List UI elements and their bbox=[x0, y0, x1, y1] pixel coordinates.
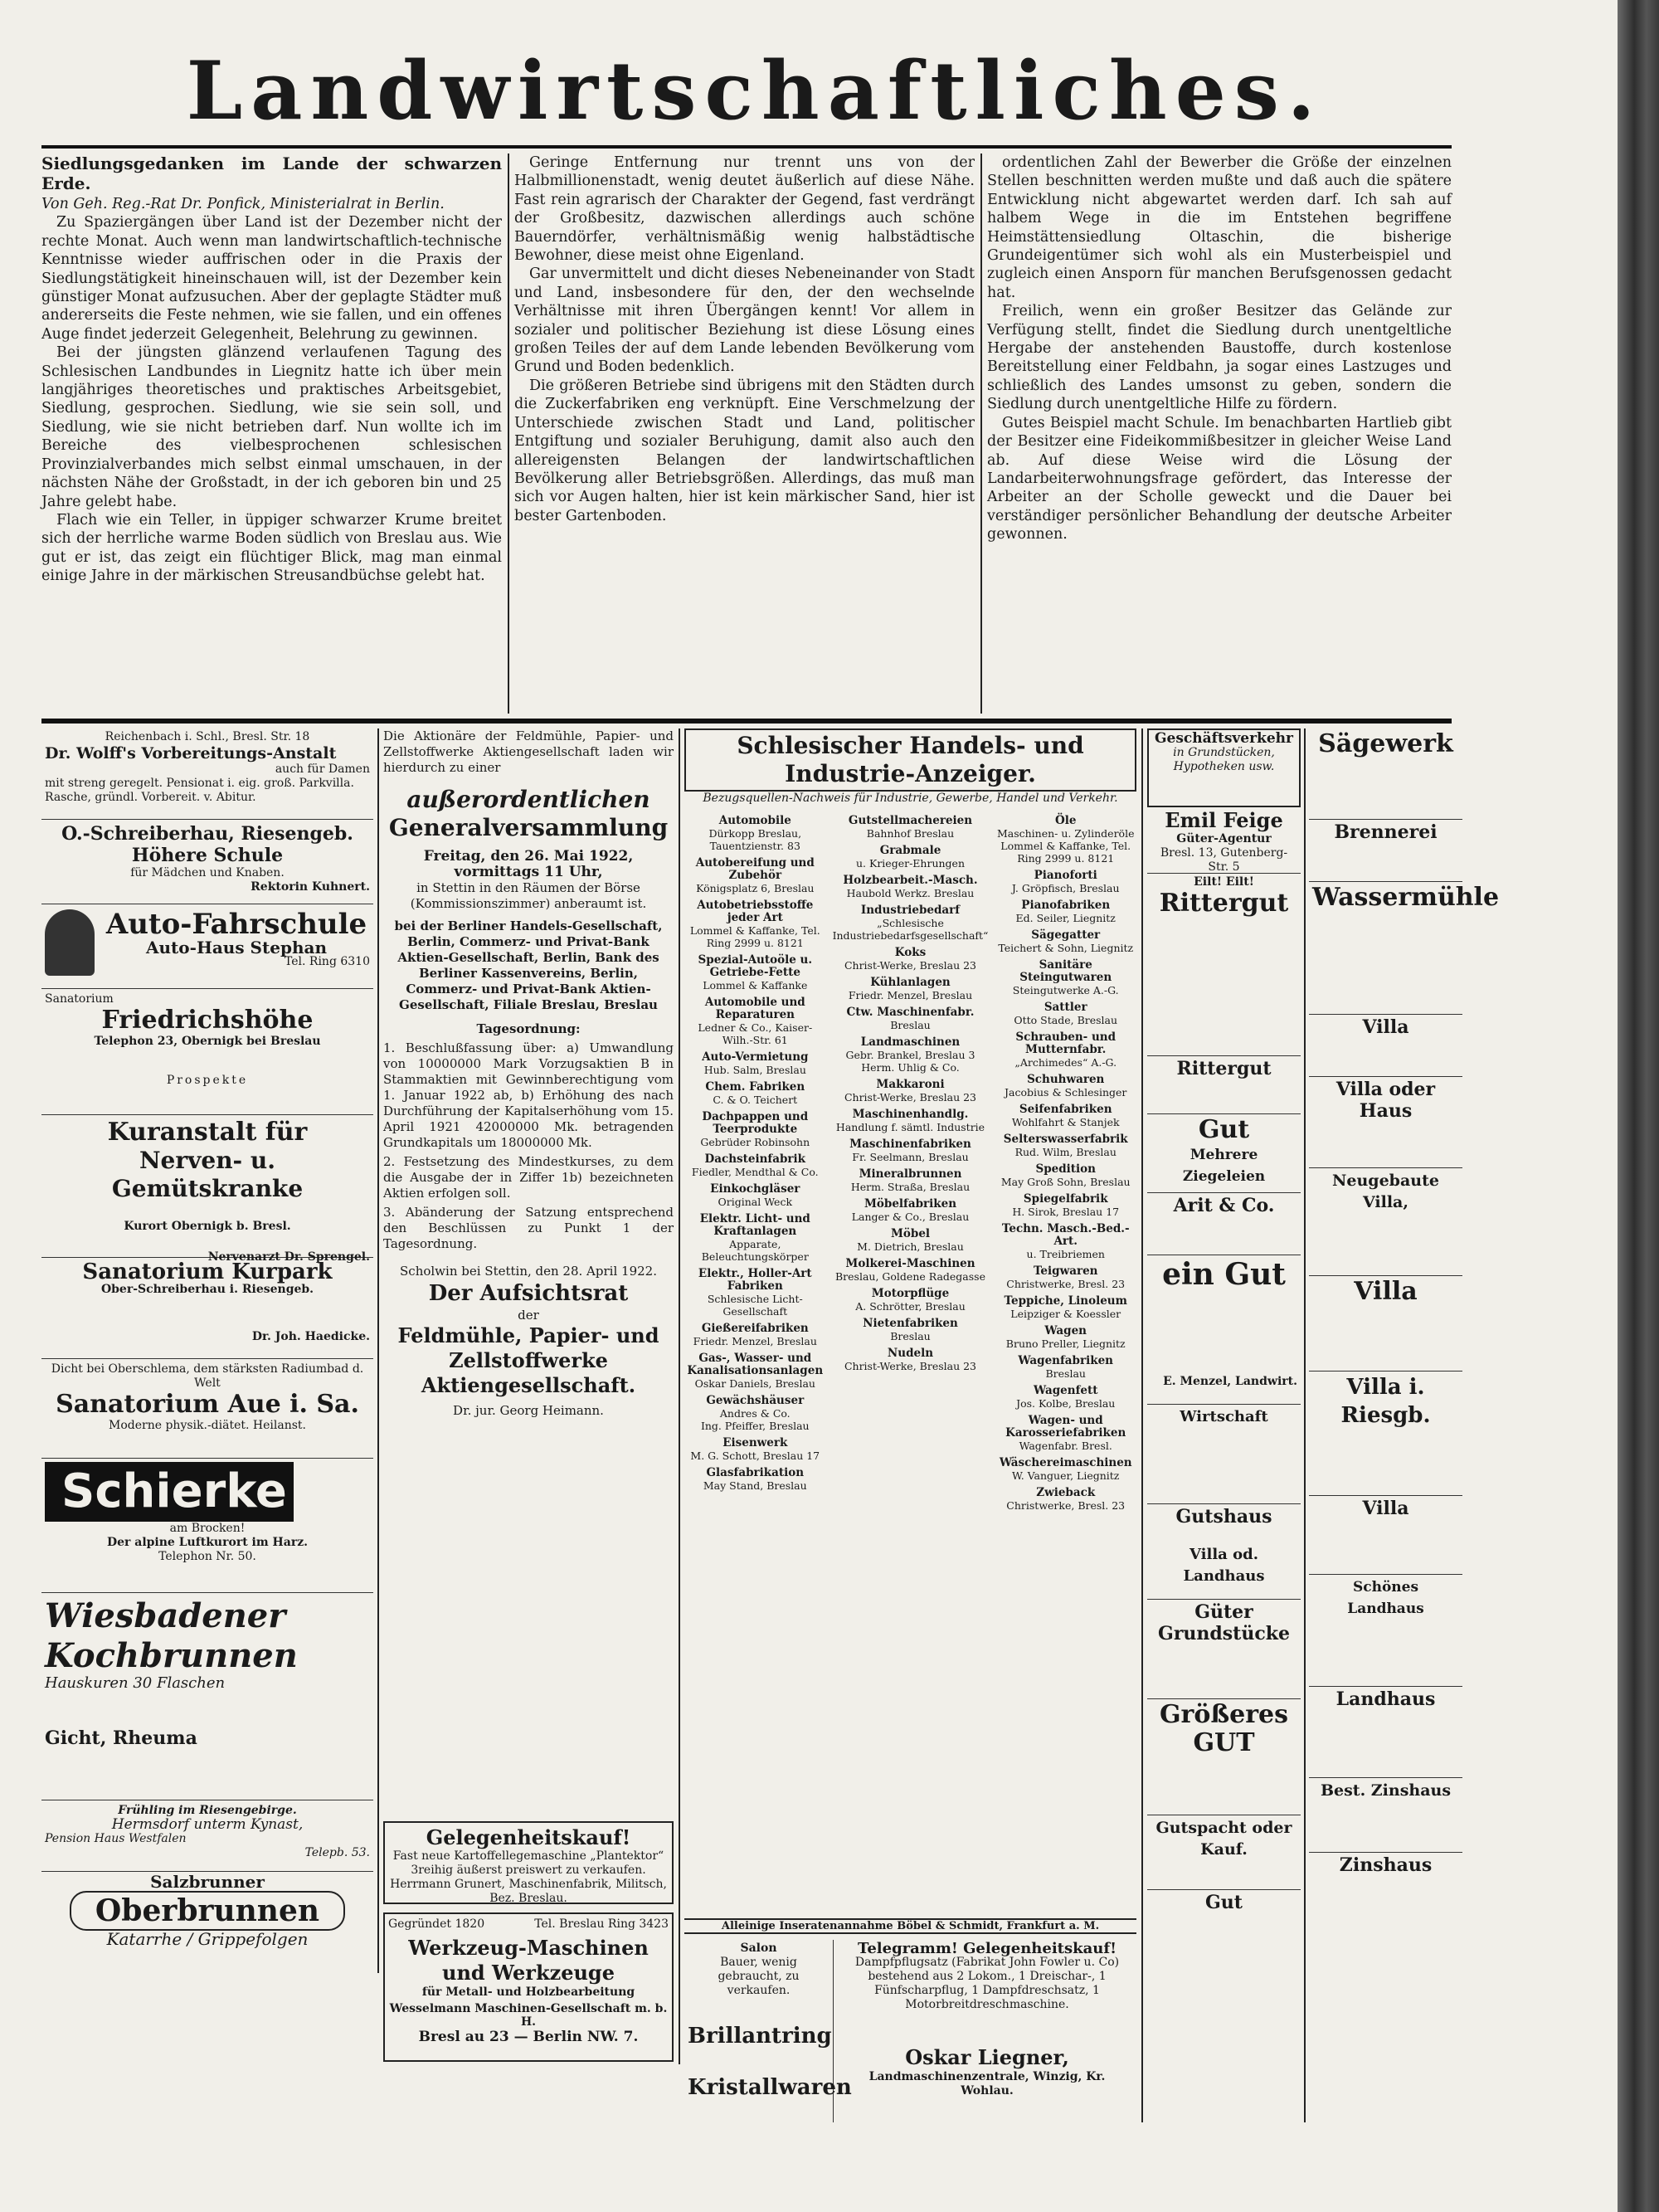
ad-gelegenheitskauf: Gelegenheitskauf! Fast neue Kartoffellegemaschine „Plantektor“ 3reihig äußerst preiswert zu verkaufen. Herrmann Grunert, Maschinenfabrik, Militsch, Bez. Breslau. bbox=[383, 1821, 674, 1904]
ad-villa-1: Villa bbox=[1309, 1015, 1462, 1077]
directory-entry: Herm. Straßa, Breslau bbox=[850, 1181, 971, 1193]
directory-category: Pianofabriken bbox=[1021, 899, 1111, 912]
directory-category: Ctw. Maschinenfabr. bbox=[846, 1006, 975, 1019]
ad-friedrichshoehe: Sanatorium Friedrichshöhe Telephon 23, Obernigk bei Breslau Prospekte bbox=[41, 991, 373, 1115]
directory-category: Wagenfett bbox=[1033, 1384, 1098, 1397]
directory-entry: „Archimedes“ A.-G. bbox=[1014, 1056, 1117, 1069]
directory-category: Grabmale bbox=[879, 844, 941, 857]
directory-entry: Otto Stade, Breslau bbox=[1014, 1014, 1118, 1026]
directory-category: Motorpflüge bbox=[871, 1287, 950, 1300]
directory-category: Glasfabrikation bbox=[706, 1466, 805, 1479]
ad-telegramm: Telegramm! Gelegenheitskauf! Dampfpflugsatz (Fabrikat John Fowler u. Co) bestehend aus 2 Lokom., 1 Dreischar-, 1 Fünfscharpflug, 1 Dampfdreschsatz, 1 Motorbreitdreschmaschine. Oskar Liegner, Landmaschinenzentrale, Winzig, Kr. Wohlau. bbox=[854, 1940, 1120, 2098]
directory-entry: Friedr. Menzel, Breslau bbox=[848, 989, 973, 1001]
directory-entry: Lommel & Kaffanke, Tel. Ring 2999 u. 8121 bbox=[689, 924, 820, 949]
directory-entry: Oskar Daniels, Breslau bbox=[694, 1377, 815, 1390]
directory-category: Teigwaren bbox=[1033, 1264, 1098, 1278]
directory-category: Dachpappen und Teerprodukte bbox=[702, 1110, 809, 1136]
notice-board: Der Aufsichtsrat bbox=[428, 1281, 629, 1306]
directory-entry: Lommel & Kaffanke bbox=[703, 979, 808, 992]
directory-category: Gewächshäuser bbox=[706, 1394, 805, 1407]
ad-kuranstalt: Kuranstalt für Nerven- u. Gemütskranke Kurort Obernigk b. Bresl. Nervenarzt Dr. Sprengel. bbox=[41, 1117, 373, 1258]
directory-column bbox=[684, 810, 826, 1512]
ad-arit: Arit & Co. bbox=[1147, 1193, 1301, 1255]
notice-agenda-item: 2. Festsetzung des Mindestkurses, zu dem die Ausgabe der in Ziffer 1b) bezeichneten Aktien erfolgen soll. bbox=[383, 1154, 674, 1201]
directory-entry: M. Dietrich, Breslau bbox=[857, 1240, 964, 1253]
column-divider bbox=[1141, 728, 1143, 2122]
notice-sign-place: Scholwin bei Stettin, den 28. April 1922. bbox=[400, 1264, 657, 1279]
directory-category: Gas-, Wasser- und Kanalisationsanlagen bbox=[687, 1352, 824, 1377]
notice-agenda-item: 3. Abänderung der Satzung entsprechend den Beschlüssen zu Punkt 1 der Tagesordnung. bbox=[383, 1205, 674, 1251]
notice-generalversammlung bbox=[383, 728, 674, 1973]
directory-entry: Christwerke, Bresl. 23 bbox=[1006, 1278, 1126, 1290]
directory-column bbox=[833, 810, 989, 1512]
directory-category: Öle bbox=[1054, 814, 1077, 827]
ad-brennerei: Brennerei bbox=[1309, 820, 1462, 882]
directory-entry: J. Gröpfisch, Breslau bbox=[1011, 882, 1120, 894]
directory-entry: A. Schrötter, Breslau bbox=[855, 1300, 966, 1313]
directory-category: Möbelfabriken bbox=[864, 1197, 957, 1211]
ad-gueter-grundstuecke: Güter Grundstücke bbox=[1147, 1600, 1301, 1699]
directory-category: Kühlanlagen bbox=[870, 976, 951, 989]
directory-entry: Ledner & Co., Kaiser-Wilh.-Str. 61 bbox=[698, 1021, 813, 1046]
directory-entry: May Stand, Breslau bbox=[703, 1479, 807, 1492]
directory-entry: Lommel & Kaffanke, Tel. Ring 2999 u. 8121 bbox=[1000, 840, 1131, 865]
directory-category: Wagen bbox=[1044, 1324, 1087, 1337]
article-column-1 bbox=[41, 153, 502, 714]
directory-category: Spezial-Autoöle u. Getriebe-Fette bbox=[698, 953, 813, 979]
directory-category: Gutstellmachereien bbox=[848, 814, 973, 827]
column-divider bbox=[508, 153, 509, 714]
directory-category: Wäschereimaschinen bbox=[999, 1456, 1132, 1469]
ads-column-a bbox=[41, 728, 373, 2122]
directory-entry: Ing. Pfeiffer, Breslau bbox=[700, 1420, 810, 1432]
ad-neugebaute-villa: Neugebaute Villa, bbox=[1309, 1168, 1462, 1276]
notice-company: Feldmühle, Papier- und Zellstoffwerke Aktiengesellschaft. bbox=[397, 1323, 659, 1397]
ad-wirtschaft: Wirtschaft bbox=[1147, 1405, 1301, 1504]
ad-werkzeug-maschinen: Gegründet 1820 Tel. Breslau Ring 3423 Werkzeug-Maschinen und Werkzeuge für Metall- und Holzbearbeitung Wesselmann Maschinen-Gesellschaft m. b. H. Bresl au 23 — Berlin NW. 7. bbox=[383, 1912, 674, 2062]
directory-entry: Christwerke, Bresl. 23 bbox=[1006, 1499, 1126, 1512]
ad-sanatorium-aue: Dicht bei Oberschlema, dem stärksten Radiumbad d. Welt Sanatorium Aue i. Sa. Moderne physik.-diätet. Heilanst. bbox=[41, 1361, 373, 1459]
directory-category: Nudeln bbox=[887, 1347, 934, 1360]
ad-saegewerk: Sägewerk bbox=[1309, 728, 1462, 820]
directory-entry: Wagenfabr. Bresl. bbox=[1019, 1440, 1112, 1452]
directory-category: Nietenfabriken bbox=[863, 1317, 958, 1330]
directory-category: Dachsteinfabrik bbox=[704, 1152, 805, 1166]
directory-entry: Jos. Kolbe, Breslau bbox=[1016, 1397, 1116, 1410]
ad-salon-ring-kristall: Salon Bauer, wenig gebraucht, zu verkaufen. Brillantring Kristallwaren bbox=[684, 1940, 834, 2122]
directory-category: Spedition bbox=[1035, 1162, 1096, 1176]
directory-handels-anzeiger bbox=[684, 728, 1136, 1915]
page-binding-edge bbox=[1618, 0, 1659, 2212]
directory-category: Sanitäre Steingutwaren bbox=[1019, 958, 1112, 984]
directory-entry: Gebrüder Robinsohn bbox=[700, 1136, 810, 1148]
directory-footer: Alleinige Inseratenannahme Böbel & Schmidt, Frankfurt a. M. bbox=[684, 1918, 1136, 1934]
directory-entry: Hub. Salm, Breslau bbox=[703, 1064, 806, 1076]
article-paragraph: Bei der jüngsten glänzend verlaufenen Tagung des Schlesischen Landbundes in Liegnitz hatte ich über mein langjähriges theoretisches und praktisches Arbeitsgebiet, Siedlung, gesprochen. Siedlung, wie sie sein soll, und Siedlung, wie sie nicht betrieben darf. Nun wollte ich im Bereiche des vielbesprochenen schlesischen Provinzialverbandes mich selbst einmal umschauen, in der nächsten Nähe der Großstadt, in der ich geboren bin und 25 Jahre gelebt habe. bbox=[41, 344, 502, 510]
directory-entry: Fiedler, Mendthal & Co. bbox=[691, 1166, 819, 1178]
directory-entry: Maschinen- u. Zylinderöle bbox=[996, 827, 1135, 840]
article-paragraph: Gar unvermittelt und dicht dieses Nebeneinander von Stadt und Land, insbesondere für den, der den wechselnde Verhältnisse mit ihren Übergängen kennt! Vor allem in sozialer und politischer Beziehung ist diese Lösung eines großen Teiles der auf dem Lande lebenden Bevölkerung vom Grund und Boden bedenklich. bbox=[514, 266, 975, 376]
notice-heading-1: außerordentlichen bbox=[406, 786, 650, 813]
directory-entry: Fr. Seelmann, Breslau bbox=[852, 1151, 969, 1163]
directory-category: Gießereifabriken bbox=[701, 1322, 809, 1335]
directory-category: Wagen- und Karosseriefabriken bbox=[1005, 1414, 1126, 1440]
directory-entry: Christ-Werke, Breslau 23 bbox=[844, 959, 977, 972]
directory-entry: u. Treibriemen bbox=[1026, 1248, 1105, 1260]
directory-title: Schlesischer Handels- und Industrie-Anzeiger. bbox=[684, 728, 1136, 792]
directory-entry: Wohlfahrt & Stanjek bbox=[1011, 1116, 1120, 1128]
directory-entry: Apparate, Beleuchtungskörper bbox=[701, 1238, 809, 1263]
directory-category: Teppiche, Linoleum bbox=[1004, 1294, 1127, 1308]
directory-entry: Königsplatz 6, Breslau bbox=[696, 882, 815, 894]
ads-column-d-right bbox=[1309, 728, 1500, 2122]
directory-entry: Handlung f. sämtl. Industrie bbox=[835, 1121, 985, 1133]
article-paragraph: ordentlichen Zahl der Bewerber die Größe der einzelnen Stellen beschnitten werden mußte und daß auch die spätere Entwicklung nicht abgewartet werden darf. Ich sah auf halbem Wege in die im Entstehen begriffene Heimstättensiedlung Oltaschin, die bisherige Grundeigentümer sich wohl als ein Musterbeispiel und zugleich einen Ansporn für manchen Berufsgenossen gedacht hat. bbox=[987, 154, 1452, 301]
column-divider bbox=[1304, 728, 1306, 2122]
ad-ein-gut: ein Gut E. Menzel, Landwirt. bbox=[1147, 1255, 1301, 1405]
directory-category: Industriebedarf bbox=[860, 904, 961, 917]
ad-hermsdorf-pension: Frühling im Riesengebirge. Hermsdorf unterm Kynast, Pension Haus Westfalen Telepb. 53. bbox=[41, 1802, 373, 1872]
directory-entry: Original Weck bbox=[718, 1196, 793, 1208]
ad-villa-3: Villa bbox=[1309, 1496, 1462, 1575]
directory-category: Einkochgläser bbox=[710, 1182, 800, 1196]
notice-agenda-title: Tagesordnung: bbox=[476, 1021, 581, 1036]
directory-category: Seifenfabriken bbox=[1019, 1103, 1112, 1116]
ad-gutshaus: Gutshaus Villa od. Landhaus bbox=[1147, 1504, 1301, 1600]
directory-category: Zwieback bbox=[1036, 1486, 1096, 1499]
directory-entry: Friedr. Menzel, Breslau bbox=[693, 1335, 817, 1347]
directory-category: Makkaroni bbox=[876, 1078, 945, 1091]
directory-category: Auto-Vermietung bbox=[702, 1050, 809, 1064]
directory-category: Mineralbrunnen bbox=[859, 1167, 962, 1181]
ad-gut: Gut Mehrere Ziegeleien bbox=[1147, 1114, 1301, 1193]
column-divider bbox=[980, 153, 982, 714]
directory-category: Sattler bbox=[1044, 1001, 1087, 1014]
directory-entry: „Schlesische Industriebedarfsgesellschaft“ bbox=[832, 917, 989, 942]
directory-entry: C. & O. Teichert bbox=[713, 1094, 798, 1106]
directory-entry: H. Sirok, Breslau 17 bbox=[1012, 1206, 1120, 1218]
section-rule bbox=[41, 719, 1452, 724]
directory-category: Koks bbox=[894, 946, 927, 959]
notice-place: in Stettin in den Räumen der Börse (Kommissionszimmer) anberaumt ist. bbox=[410, 880, 647, 911]
directory-entry: Dürkopp Breslau, Tauentzienstr. 83 bbox=[708, 827, 802, 852]
directory-category: Wagenfabriken bbox=[1018, 1354, 1113, 1367]
directory-entry: Schlesische Licht-Gesellschaft bbox=[707, 1293, 803, 1318]
ad-zinshaus: Best. Zinshaus bbox=[1309, 1778, 1462, 1853]
directory-category: Maschinenfabriken bbox=[849, 1138, 971, 1151]
directory-entry: Steingutwerke A.-G. bbox=[1012, 984, 1119, 996]
directory-category: Selterswasserfabrik bbox=[1003, 1133, 1128, 1146]
directory-category: Pianoforti bbox=[1034, 869, 1097, 882]
directory-category: Spiegelfabrik bbox=[1023, 1192, 1108, 1206]
article-paragraph: Flach wie ein Teller, in üppiger schwarzer Krume breitet sich der herrliche warme Boden südlich von Breslau aus. Wie gut er ist, das zeigt ein flüchtiger Blick, mag man einmal einige Jahre in der märkischen Streusandbüchse gelebt hat. bbox=[41, 511, 502, 585]
ad-villa-2: Villa bbox=[1309, 1276, 1462, 1372]
directory-entry: Langer & Co., Breslau bbox=[851, 1211, 970, 1223]
ad-salzbrunner: Salzbrunner Oberbrunnen Katarrhe / Grippefolgen bbox=[41, 1873, 373, 1973]
ad-sanatorium-kurpark: Sanatorium Kurpark Ober-Schreiberhau i. Riesengeb. Dr. Joh. Haedicke. bbox=[41, 1259, 373, 1359]
directory-category: Autobetriebsstoffe jeder Art bbox=[697, 899, 814, 924]
directory-entry: Andres & Co. bbox=[719, 1407, 791, 1420]
article-title: Siedlungsgedanken im Lande der schwarzen Erde. bbox=[41, 153, 502, 193]
article-column-2 bbox=[514, 153, 975, 714]
article-paragraph: Gutes Beispiel macht Schule. Im benachbarten Hartlieb gibt der Besitzer eine Fideikommißbesitzer in gleicher Weise Land ab. Auf diese Weise wird die Lösung der Landarbeiterwohnungsfrage gefördert, das Interesse der Arbeiter an der Scholle geweckt und die Dauer bei verständiger persönlicher Behandlung der deutsche Arbeiter gewonnen. bbox=[987, 414, 1452, 543]
directory-entry: Jacobius & Schlesinger bbox=[1005, 1086, 1127, 1099]
ad-zinshaus-2: Zinshaus bbox=[1339, 1854, 1433, 1876]
masthead: Landwirtschaftliches. bbox=[186, 44, 1324, 138]
directory-entry: Gebr. Brankel, Breslau 3 bbox=[845, 1049, 975, 1061]
directory-entry: Christ-Werke, Breslau 23 bbox=[844, 1091, 977, 1104]
ad-wolff-school: Reichenbach i. Schl., Bresl. Str. 18 Dr. Wolff's Vorbereitungs-Anstalt auch für Damen mit streng geregelt. Pensionat i. eig. groß. Parkvilla. Rasche, gründl. Vorbereit. v. Abitur. bbox=[41, 728, 373, 820]
notice-signer: Dr. jur. Georg Heimann. bbox=[453, 1403, 604, 1418]
directory-subtitle: Bezugsquellen-Nachweis für Industrie, Gewerbe, Handel und Verkehr. bbox=[703, 792, 1118, 805]
ad-schierke: Schierke am Brocken! Der alpine Luftkurort im Harz. Telephon Nr. 50. bbox=[41, 1460, 373, 1593]
directory-category: Möbel bbox=[890, 1227, 931, 1240]
directory-entry: M. G. Schott, Breslau 17 bbox=[690, 1449, 820, 1462]
ad-villa-oder-haus: Villa oder Haus bbox=[1309, 1077, 1462, 1168]
ad-auto-fahrschule: Auto-Fahrschule Auto-Haus Stephan Tel. Ring 6310 bbox=[41, 906, 373, 989]
directory-entry: Haubold Werkz. Breslau bbox=[846, 887, 975, 899]
directory-entry: Rud. Wilm, Breslau bbox=[1014, 1146, 1117, 1158]
article-paragraph: Die größeren Betriebe sind übrigens mit den Städten durch die Zuckerfabriken eng verknüpft. Eine Verschmelzung der Unterschiede zwischen Stadt und Land, politischer Entgiftung und sozialer Beruhigung, damit also auch den allereigensten Belangen der landwirtschaftlichen Bevölkerung aller Betriebsgrößen. Allerdings, das muß man sich vor Augen halten, hier ist kein märkischer Sand, hier ist bester Gartenboden. bbox=[514, 377, 975, 524]
directory-entry: Breslau bbox=[890, 1019, 931, 1031]
column-divider bbox=[679, 728, 680, 2064]
directory-entry: Teichert & Sohn, Liegnitz bbox=[998, 942, 1134, 954]
directory-column bbox=[995, 810, 1136, 1512]
ad-wiesbadener-kochbrunnen: Wiesbadener Kochbrunnen Hauskuren 30 Flaschen Gicht, Rheuma bbox=[41, 1595, 373, 1800]
ad-schreiberhau-school: O.-Schreiberhau, Riesengeb. Höhere Schule für Mädchen und Knaben. Rektorin Kuhnert. bbox=[41, 821, 373, 904]
ad-groesseres-gut: Größeres GUT bbox=[1147, 1699, 1301, 1815]
ad-landhaus: Landhaus bbox=[1309, 1687, 1462, 1778]
directory-entry: Leipziger & Koessler bbox=[1010, 1308, 1121, 1320]
ad-wassermuehle: Wassermühle bbox=[1309, 882, 1462, 1015]
directory-entry: Bruno Preller, Liegnitz bbox=[1005, 1337, 1126, 1350]
directory-category: Chem. Fabriken bbox=[705, 1080, 805, 1094]
masthead-rule bbox=[41, 145, 1452, 149]
ad-geschaeftsverkehr: Geschäftsverkehr in Grundstücken, Hypotheken usw. bbox=[1147, 728, 1301, 807]
driver-illustration bbox=[45, 909, 95, 976]
directory-entry: Christ-Werke, Breslau 23 bbox=[844, 1360, 977, 1372]
notice-banks: bei der Berliner Handels-Gesellschaft, Berlin, Commerz- und Privat-Bank Aktien-Gesellschaft, Berlin, Bank des Berliner Kassenvereins, Berlin, Commerz- und Privat-Bank Aktien-Gesellschaft, Filiale Breslau, Breslau bbox=[394, 918, 663, 1012]
column-divider bbox=[377, 728, 379, 1973]
directory-category: Elektr., Holler-Art Fabriken bbox=[698, 1267, 812, 1293]
article-paragraph: Freilich, wenn ein großer Besitzer das Gelände zur Verfügung stellt, findet die Siedlung durch unentgeltliche Hergabe der anstehenden Baustoffe, durch kostenlose Bereitstellung einer Feldbahn, ja sogar eines Lastzuges und schließlich des Landes umsonst zu geben, sondern die Siedlung durch unentgeltliche Hilfe zu fördern. bbox=[987, 303, 1452, 413]
article-paragraph: Zu Spaziergängen über Land ist der Dezember nicht der rechte Monat. Auch wenn man landwirtschaftlich-technische Kenntnisse wieder auffrischen oder in die Praxis der Siedlungstätigkeit hineinschauen will, ist der Dezember kein günstiger Monat aufzusuchen. Aber der geplagte Städter muß andererseits die Feste nehmen, wie sie fallen, und ein offenes Auge findet jederzeit Gelegenheit, Belehrung zu gewinnen. bbox=[41, 214, 502, 343]
directory-category: Sägegatter bbox=[1031, 928, 1101, 942]
directory-entry: Ed. Seiler, Liegnitz bbox=[1015, 912, 1116, 924]
ad-gut-3: Gut bbox=[1205, 1892, 1243, 1913]
ads-column-d-left bbox=[1147, 728, 1301, 2122]
article-paragraph: Geringe Entfernung nur trennt uns von der Halbmillionenstadt, wenig deutet äußerlich auf diese Nähe. Fast rein agrarisch der Charakter der Gegend, fast verdrängt der Großbesitz, dazwischen allerdings auch schöne Bauerndörfer, verhältnismäßig wenig halbstädtische Bewohner, diese meist ohne Eigenland. bbox=[514, 154, 975, 265]
directory-category: Maschinenhandlg. bbox=[852, 1108, 969, 1121]
directory-category: Holzbearbeit.-Masch. bbox=[843, 874, 978, 887]
article-column-3 bbox=[987, 153, 1452, 714]
ad-gutspacht: Gutspacht oder Kauf. bbox=[1147, 1815, 1301, 1890]
directory-entry: u. Krieger-Ehrungen bbox=[855, 857, 965, 870]
directory-category: Schuhwaren bbox=[1027, 1073, 1105, 1086]
directory-category: Techn. Masch.-Bed.-Art. bbox=[1001, 1222, 1130, 1248]
directory-category: Autobereifung und Zubehör bbox=[695, 856, 815, 882]
ad-schoenes-landhaus: Schönes Landhaus bbox=[1309, 1575, 1462, 1687]
directory-entry: May Groß Sohn, Breslau bbox=[1000, 1176, 1131, 1188]
directory-entry: Herm. Uhlig & Co. bbox=[861, 1061, 960, 1074]
directory-category: Elektr. Licht- und Kraftanlagen bbox=[699, 1212, 810, 1238]
directory-columns bbox=[684, 810, 1136, 1512]
directory-entry: W. Vanguer, Liegnitz bbox=[1012, 1469, 1120, 1482]
directory-category: Schrauben- und Mutternfabr. bbox=[1015, 1030, 1117, 1056]
notice-intro: Die Aktionäre der Feldmühle, Papier- und Zellstoffwerke Aktiengesellschaft laden wir hierdurch zu einer bbox=[383, 728, 674, 775]
article-byline: Von Geh. Reg.-Rat Dr. Ponfick, Ministerialrat in Berlin. bbox=[41, 196, 445, 212]
directory-category: Landmaschinen bbox=[860, 1035, 961, 1049]
directory-entry: Bahnhof Breslau bbox=[866, 827, 955, 840]
notice-agenda-item: 1. Beschlußfassung über: a) Umwandlung von 10000000 Mark Vorzugsaktien B in Stammaktien mit Gewinnberechtigung vom 1. Januar 1922 ab, b) Erhöhung des nach Durchführung der Kapitalserhöhung vom 15. April 1921 42000000 Mk. betragenden Grundkapitals um 18000000 Mk. bbox=[383, 1040, 674, 1150]
directory-category: Eisenwerk bbox=[722, 1436, 788, 1449]
directory-entry: Breslau, Goldene Radegasse bbox=[835, 1270, 985, 1283]
directory-category: Automobile bbox=[718, 814, 791, 827]
notice-heading-2: Generalversammlung bbox=[388, 814, 669, 841]
notice-date: Freitag, den 26. Mai 1922, vormittags 11 Uhr, bbox=[423, 848, 634, 880]
notice-board-der: der bbox=[518, 1308, 539, 1323]
directory-entry: Breslau bbox=[1045, 1367, 1086, 1380]
directory-category: Automobile und Reparaturen bbox=[704, 996, 805, 1021]
directory-entry: Breslau bbox=[890, 1330, 931, 1342]
ad-rittergut: Eilt! Eilt! Rittergut bbox=[1147, 874, 1301, 1056]
directory-category: Molkerei-Maschinen bbox=[845, 1257, 975, 1270]
ad-villa-riesengebirge: Villa i. Riesgb. bbox=[1309, 1372, 1462, 1496]
ad-emil-feige: Emil Feige Güter-Agentur Bresl. 13, Gutenberg-Str. 5 bbox=[1147, 807, 1301, 874]
ad-rittergut-2: Rittergut bbox=[1147, 1056, 1301, 1114]
